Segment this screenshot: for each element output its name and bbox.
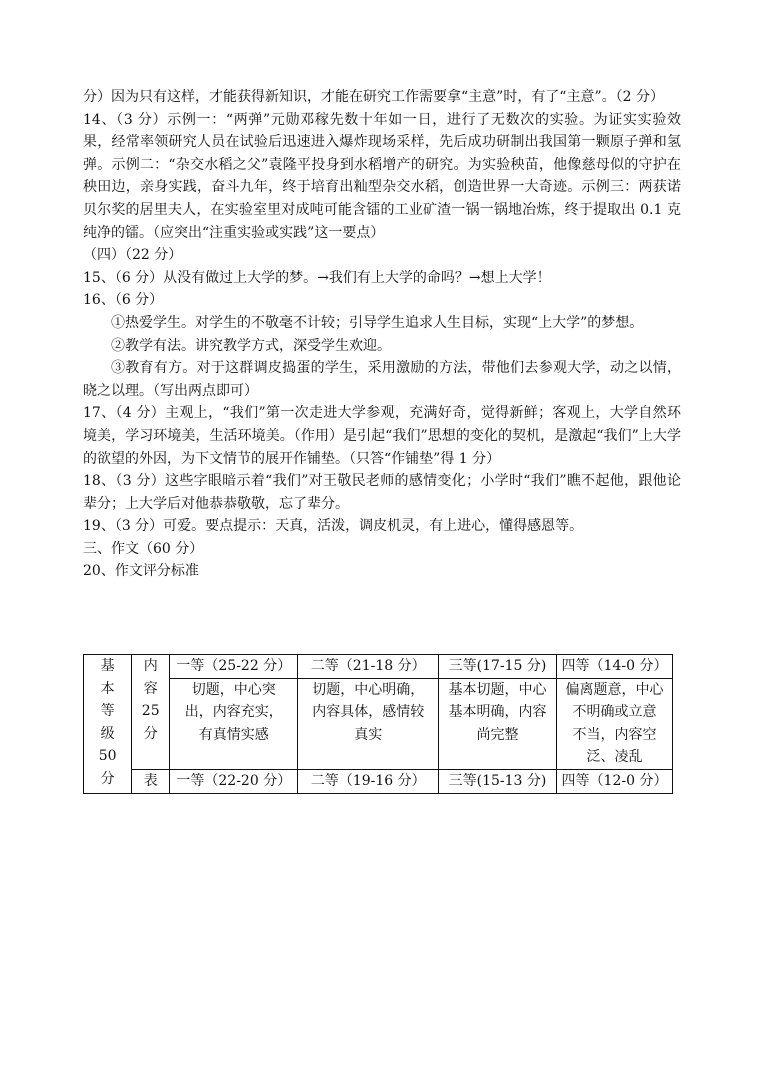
expr-grade-3: 三等(15-13 分) (439, 769, 557, 793)
expression-label: 表 (132, 769, 170, 793)
paragraph-19: 19、（3 分）可爱。要点提示：天真，活泼，调皮机灵，有上进心，懂得感恩等。 (83, 518, 584, 535)
paragraph-20: 20、作文评分标准 (83, 563, 199, 580)
content-desc-4: 偏离题意，中心 不明确或立意 不当，内容空 泛、凌乱 (557, 678, 673, 769)
scoring-table (83, 654, 673, 794)
content-grade-4: 四等（14-0 分） (557, 655, 673, 679)
paragraph-15: 15、（6 分）从没有做过上大学的梦。→我们有上大学的命吗？→想上大学！ (83, 269, 551, 286)
expr-grade-2: 二等（19-16 分） (298, 769, 439, 793)
paragraph-16-point-1: ①热爱学生。对学生的不敬毫不计较；引导学生追求人生目标，实现“上大学”的梦想。 (111, 314, 644, 331)
content-desc-2: 切题，中心明确， 内容具体，感情较 真实 (298, 678, 439, 769)
paragraph-16: 16、（6 分） (83, 292, 164, 309)
paragraph-16-point-2: ②教学有法。讲究教学方式，深受学生欢迎。 (111, 337, 391, 354)
paragraph-14: 14、（3 分）示例一：“两弹”元勋邓稼先数十年如一日，进行了无数次的实验。为证实实验效果，经常率领研究人员在试验后迅速进入爆炸现场采样，先后成功研制出我国第一颗原子弹和氢弹。示例二：“杂交水稻之父”袁隆平投身到水稻增产的研究。为实验秧苗，他像慈母似的守护在秧田边，亲身实践，奋斗九年，终于培育出籼型杂交水稻，创造世界一大奇迹。示例三：两获诺贝尔奖的居里夫人，在实验室里对成吨可能含镭的工业矿渣一锅一锅地冶炼，终于提取出 0.1 克纯净的镭。（应突出“注重实验或实践”这一要点） (83, 111, 681, 241)
paragraph-18: 18、（3 分）这些字眼暗示着“我们”对王敬民老师的感情变化；小学时“我们”瞧不起他，跟他论辈分；上大学后对他恭恭敬敬，忘了辈分。 (83, 473, 681, 512)
basic-level-header: 基 本 等 级 50 分 (84, 655, 132, 794)
paragraph-16-point-3: ③教育有方。对于这群调皮捣蛋的学生，采用激励的方法，带他们去参观大学，动之以情，晓之以理。（写出两点即可） (83, 360, 681, 399)
content-desc-3: 基本切题，中心 基本明确，内容 尚完整 (439, 678, 557, 769)
expr-grade-1: 一等（22-20 分） (170, 769, 298, 793)
content-desc-1: 切题，中心突 出，内容充实， 有真情实感 (170, 678, 298, 769)
content-grade-2: 二等（21-18 分） (298, 655, 439, 679)
paragraph-17: 17、（4 分）主观上，“我们”第一次走进大学参观，充满好奇，觉得新鲜；客观上，大学自然环境美，学习环境美，生活环境美。（作用）是引起“我们”思想的变化的契机，是激起“我们”上大学的欲望的外因，为下文情节的展开作铺垫。（只答“作铺垫”得 1 分） (83, 405, 681, 467)
content-grade-3: 三等(17-15 分) (439, 655, 557, 679)
content-label: 内 容 25 分 (132, 655, 170, 770)
expr-grade-4: 四等（12-0 分） (557, 769, 673, 793)
content-grade-1: 一等（25-22 分） (170, 655, 298, 679)
paragraph-13-continued: 分）因为只有这样，才能获得新知识，才能在研究工作需要拿“主意”时，有了“主意”。（2 分） (83, 89, 664, 105)
answer-text-block (83, 86, 681, 583)
section-4-heading: （四）（22 分） (83, 247, 183, 264)
section-3-heading: 三、作文（60 分） (83, 540, 204, 557)
